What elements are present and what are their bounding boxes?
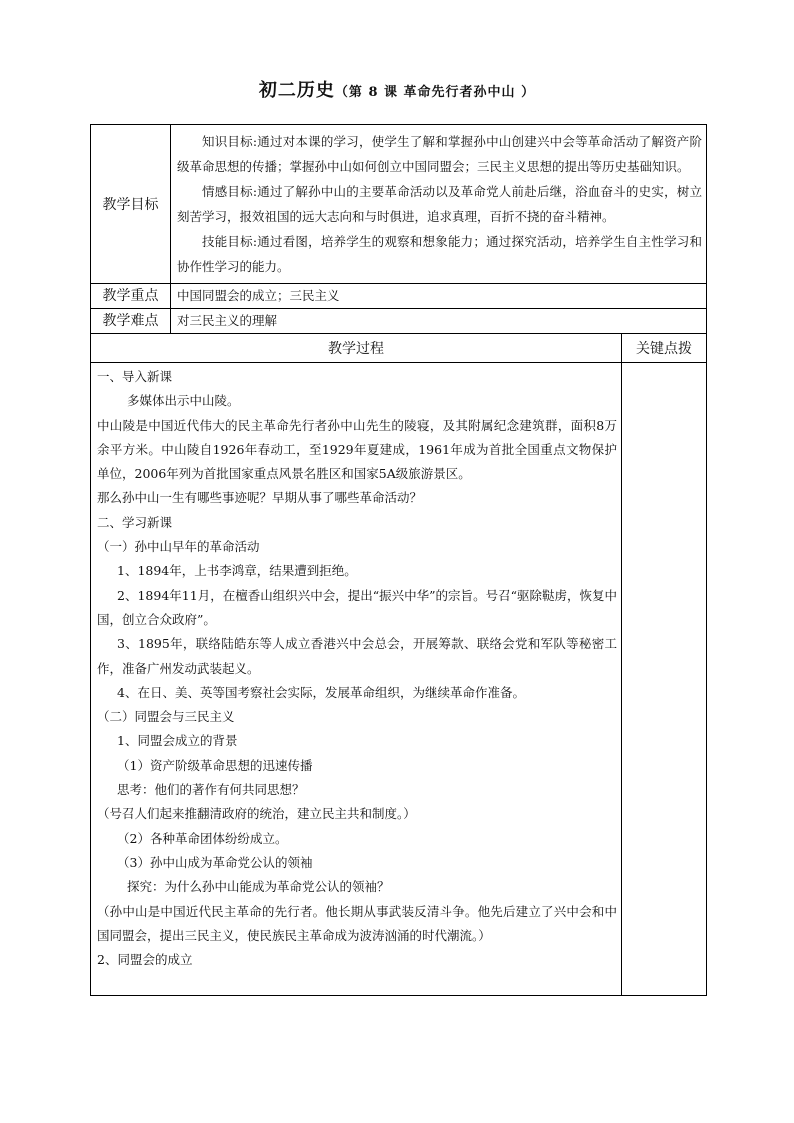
subsection-heading: （二）同盟会与三民主义 [97, 709, 235, 725]
process-line: （1）资产阶级革命思想的迅速传播 [117, 757, 313, 773]
title-main: 初二历史 [258, 80, 335, 101]
process-line: （2）各种革命团体纷纷成立。 [117, 830, 288, 846]
process-line: 1、1894年，上书李鸿章，结果遭到拒绝。 [117, 563, 357, 579]
objectives-label: 教学目标 [91, 125, 171, 284]
section-new-lesson-heading: 二、学习新课 [97, 514, 173, 530]
process-line: 4、在日、美、英等国考察社会实际，发展革命组织，为继续革命作准备。 [117, 684, 525, 700]
process-row [91, 363, 707, 996]
objectives-row [91, 125, 707, 284]
process-line: 思考：他们的著作有何共同思想？ [117, 782, 305, 798]
process-line: （号召人们起来推翻清政府的统治，建立民主共和制度。） [97, 806, 416, 822]
key-points-row [91, 284, 707, 309]
objective-knowledge: 知识目标:通过对本课的学习，使学生了解和掌握孙中山创建兴中会等革命活动了解资产阶级革命思想的传播；掌握孙中山如何创立中国同盟会；三民主义思想的提出等历史基础知识。 [177, 134, 702, 174]
subsection-heading: （一）孙中山早年的革命活动 [97, 539, 260, 555]
key-points-text: 中国同盟会的成立；三民主义 [171, 284, 707, 309]
difficulties-label: 教学难点 [91, 309, 171, 334]
objective-skill: 技能目标:通过看图，培养学生的观察和想象能力；通过探究活动，培养学生自主性学习和协作性学习的能力。 [177, 234, 702, 274]
process-line: （3）孙中山成为革命党公认的领袖 [117, 854, 313, 870]
title-subtitle: （第 8 课 革命先行者孙中山 ） [334, 85, 536, 100]
section-intro-heading: 一、导入新课 [97, 369, 173, 384]
process-paragraph: 3、1895年，联络陆皓东等人成立香港兴中会总会，开展筹款、联络会党和军队等秘密工作，准备广州发动武装起义。 [97, 636, 617, 676]
page-title [0, 76, 794, 102]
process-line: 那么孙中山一生有哪些事迹呢？早期从事了哪些革命活动？ [97, 490, 423, 506]
process-content [91, 363, 622, 996]
key-points-label: 教学重点 [91, 284, 171, 309]
process-header-row [91, 334, 707, 363]
key-tips-column [622, 363, 707, 996]
lesson-plan-table [90, 124, 707, 996]
process-line: 1、同盟会成立的背景 [117, 733, 238, 749]
objectives-content [171, 125, 707, 284]
process-line: 2、同盟会的成立 [97, 952, 193, 968]
difficulties-text: 对三民主义的理解 [171, 309, 707, 334]
process-paragraph: （孙中山是中国近代民主革命的先行者。他长期从事武装反清斗争。他先后建立了兴中会和中国同盟会，提出三民主义，使民族民主革命成为波涛汹涌的时代潮流。） [97, 903, 617, 943]
process-line: 探究：为什么孙中山能成为革命党公认的领袖？ [127, 879, 390, 895]
process-heading: 教学过程 [91, 334, 622, 363]
process-line: 多媒体出示中山陵。 [127, 393, 240, 409]
objective-emotion: 情感目标:通过了解孙中山的主要革命活动以及革命党人前赴后继，浴血奋斗的史实，树立刻苦学习，报效祖国的远大志向和与时俱进，追求真理，百折不挠的奋斗精神。 [177, 184, 702, 224]
process-paragraph: 中山陵是中国近代伟大的民主革命先行者孙中山先生的陵寝，及其附属纪念建筑群，面积8万余平方米。中山陵自1926年春动工，至1929年夏建成，1961年成为首批全国重点文物保护单位，2006年列为首批国家重点风景名胜区和国家5A级旅游景区。 [97, 417, 617, 482]
key-tips-heading: 关键点拨 [622, 334, 707, 363]
process-paragraph: 2、1894年11月，在檀香山组织兴中会，提出“振兴中华”的宗旨。号召“驱除鞑虏，恢复中国，创立合众政府”。 [97, 587, 617, 627]
difficulties-row [91, 309, 707, 334]
